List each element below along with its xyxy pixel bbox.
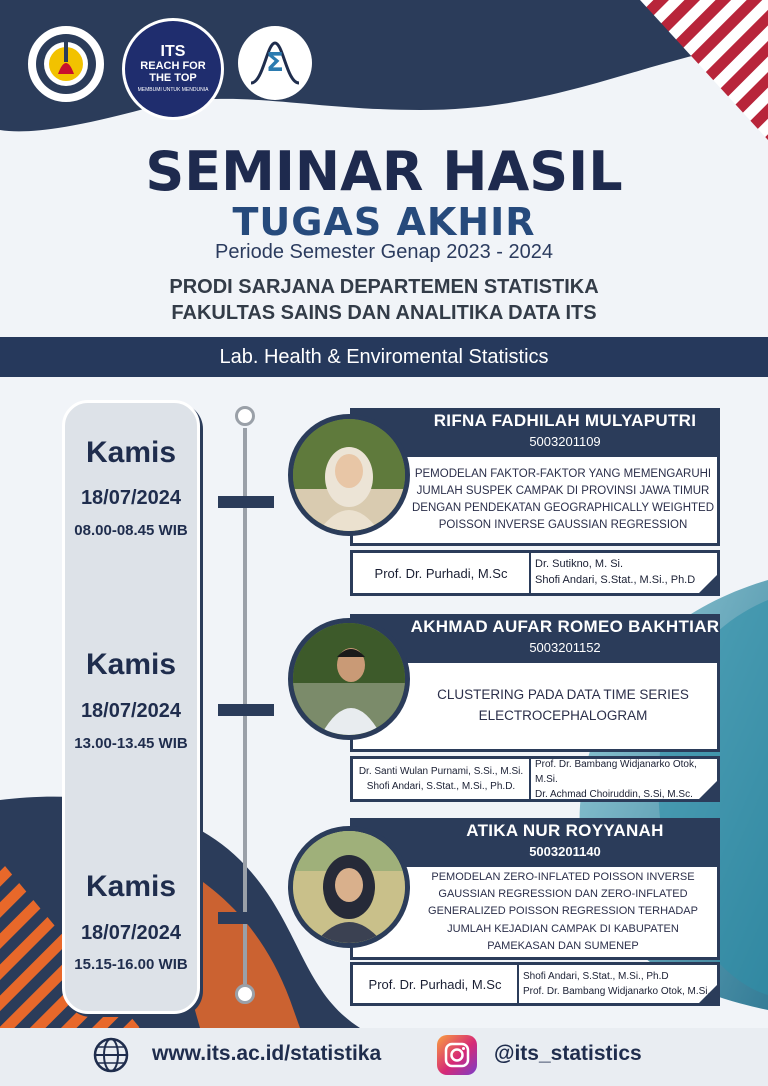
prodi-line-2: FAKULTAS SAINS DAN ANALITIKA DATA ITS (171, 302, 597, 324)
session-1-examiner: Shofi Andari, S.Stat., M.Si., Ph.D (535, 574, 696, 586)
session-3-title-line: JUMLAH KEJADIAN CAMPAK DI KABUPATEN (447, 922, 679, 935)
its-logo-slogan-1: REACH FOR (140, 60, 206, 73)
session-1-title-line: JUMLAH SUSPEK CAMPAK DI PROVINSI JAWA TIMUR (416, 484, 710, 497)
session-1-time: 08.00-08.45 WIB (74, 522, 188, 539)
session-1-name: RIFNA FADHILAH MULYAPUTRI (433, 411, 697, 430)
session-1-examiner: Dr. Sutikno, M. Si. (535, 558, 624, 571)
session-3-photo (288, 826, 410, 948)
session-3-title-line: GAUSSIAN REGRESSION DAN ZERO-INFLATED (438, 888, 688, 901)
session-1-date: 18/07/2024 (80, 487, 182, 509)
session-1-supervisor-left: Prof. Dr. Purhadi, M.Sc (353, 553, 531, 593)
timeline-connector-3 (218, 912, 274, 924)
session-2-date: 18/07/2024 (80, 700, 182, 722)
page-fold-icon (699, 781, 717, 799)
session-2-photo (288, 618, 410, 740)
website-link[interactable]: www.its.ac.id/statistika (152, 1042, 382, 1065)
student-portrait-icon (293, 623, 405, 735)
page-fold-icon (699, 985, 717, 1003)
session-1-day: Kamis (85, 436, 177, 469)
timeline-dot-top (235, 406, 255, 426)
session-3-nrp: 5003201140 (529, 844, 601, 859)
session-1-title-line: PEMODELAN FAKTOR-FAKTOR YANG MEMENGARUHI (414, 467, 712, 480)
session-2-header (350, 614, 720, 660)
session-2-supervisors (350, 756, 720, 802)
lab-banner: Lab. Health & Enviromental Statistics (0, 337, 768, 377)
session-3-header (350, 818, 720, 864)
session-2-day: Kamis (85, 648, 177, 681)
session-2-title-line: ELECTROCEPHALOGRAM (478, 708, 648, 723)
statistics-logo (238, 26, 312, 100)
svg-text:Σ: Σ (266, 48, 284, 78)
session-2-time: 13.00-13.45 WIB (74, 735, 188, 752)
page-title: SEMINAR HASIL (145, 140, 623, 203)
session-3-name: ATIKA NUR ROYYANAH (466, 821, 664, 840)
its-logo-text: ITS (160, 43, 186, 61)
page-subtitle: TUGAS AKHIR (232, 200, 536, 244)
session-3-examiner: Shofi Andari, S.Stat., M.Si., Ph.D (523, 971, 669, 982)
session-3-title-line: PAMEKASAN DAN SUMENEP (487, 939, 639, 952)
student-portrait-icon (293, 831, 405, 943)
gear-emblem-icon (30, 28, 102, 100)
its-logo-motto: MEMBUMI UNTUK MENDUNIA (137, 87, 209, 94)
instagram-handle[interactable]: @its_statistics (494, 1042, 642, 1065)
session-2-examiner: Prof. Dr. Bambang Widjanarko Otok, M.Si. (535, 758, 697, 785)
session-3-supervisors (350, 962, 720, 1006)
session-1-nrp: 5003201109 (529, 434, 601, 449)
session-2-supervisor-left: Dr. Santi Wulan Purnami, S.Si., M.Si. (358, 766, 524, 777)
session-3-title-line: PEMODELAN ZERO-INFLATED POISSON INVERSE (431, 871, 695, 884)
session-3-time: 15.15-16.00 WIB (74, 956, 188, 973)
session-2-name: AKHMAD AUFAR ROMEO BAKHTIAR (410, 617, 720, 636)
session-3-examiner: Prof. Dr. Bambang Widjanarko Otok, M.Si. (523, 986, 711, 997)
globe-icon (92, 1036, 130, 1079)
session-3-supervisor-left: Prof. Dr. Purhadi, M.Sc (353, 965, 519, 1003)
session-3-day: Kamis (85, 870, 177, 903)
session-1-title-line: DENGAN PENDEKATAN GEOGRAPHICALLY WEIGHTED (411, 502, 715, 514)
prodi-line-1: PRODI SARJANA DEPARTEMEN STATISTIKA (169, 276, 599, 298)
session-3-date: 18/07/2024 (80, 922, 182, 944)
session-2-examiner: Dr. Achmad Choiruddin, S.Si, M.Sc. (535, 788, 693, 800)
session-1-supervisors (350, 550, 720, 596)
timeline-connector-2 (218, 704, 274, 716)
session-1-header (350, 408, 720, 454)
period-text: Periode Semester Genap 2023 - 2024 (215, 241, 553, 263)
session-3-title-line: GENERALIZED POISSON REGRESSION TERHADAP (428, 905, 698, 918)
page-fold-icon (699, 575, 717, 593)
session-1-title-line: POISSON INVERSE GAUSSIAN REGRESSION (438, 519, 688, 532)
its-logo (122, 18, 224, 120)
session-2-nrp: 5003201152 (529, 640, 601, 655)
sigma-curve-icon (245, 33, 305, 93)
institution-logo-gear (26, 24, 106, 104)
session-2-supervisor-left: Shofi Andari, S.Stat., M.Si., Ph.D. (366, 781, 516, 792)
session-2-title-line: CLUSTERING PADA DATA TIME SERIES (437, 687, 689, 703)
student-portrait-icon (293, 419, 405, 531)
session-1-photo (288, 414, 410, 536)
timeline-connector-1 (218, 496, 274, 508)
its-logo-slogan-2: THE TOP (149, 71, 197, 84)
instagram-icon (437, 1035, 477, 1075)
timeline-dot-bottom (235, 984, 255, 1004)
